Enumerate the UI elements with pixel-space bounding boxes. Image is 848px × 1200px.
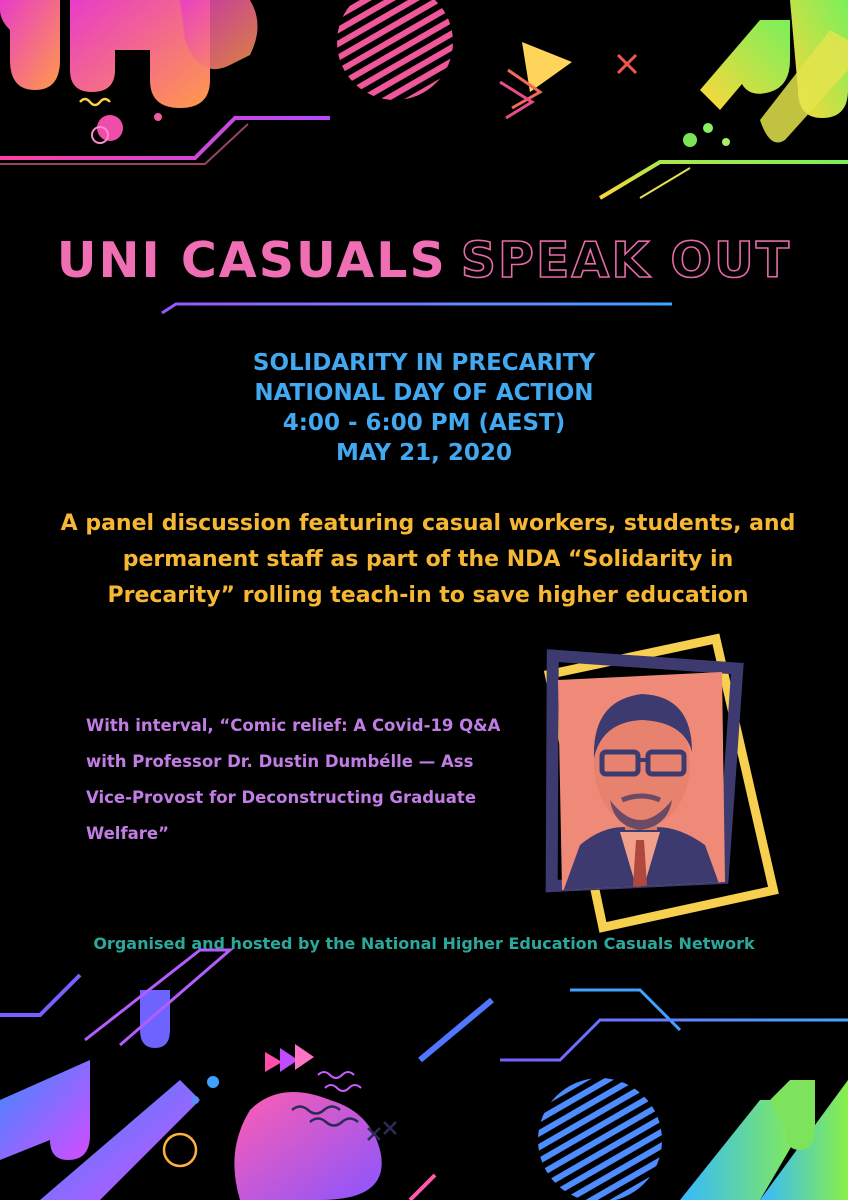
title-outline: SPEAK OUT xyxy=(460,232,792,289)
poster-title xyxy=(0,232,848,289)
event-line-1: SOLIDARITY IN PRECARITY xyxy=(252,350,596,376)
event-line-2: NATIONAL DAY OF ACTION xyxy=(254,380,594,406)
event-time: 4:00 - 6:00 PM (AEST) xyxy=(282,410,566,436)
event-date: MAY 21, 2020 xyxy=(336,440,512,466)
event-info xyxy=(0,348,848,468)
title-solid: UNI CASUALS xyxy=(56,232,447,289)
event-description: A panel discussion featuring casual workers, students, and permanent staff as part of the NDA “Solidarity in Precarity” rolling teach-in to save higher education xyxy=(60,511,796,608)
organiser-credit: Organised and hosted by the National Higher Education Casuals Network xyxy=(93,934,755,953)
interval-text: With interval, “Comic relief: A Covid-19 Q&A with Professor Dr. Dustin Dumbélle — Ass Vice-Provost for Deconstructing Graduate Welfare” xyxy=(86,716,501,843)
